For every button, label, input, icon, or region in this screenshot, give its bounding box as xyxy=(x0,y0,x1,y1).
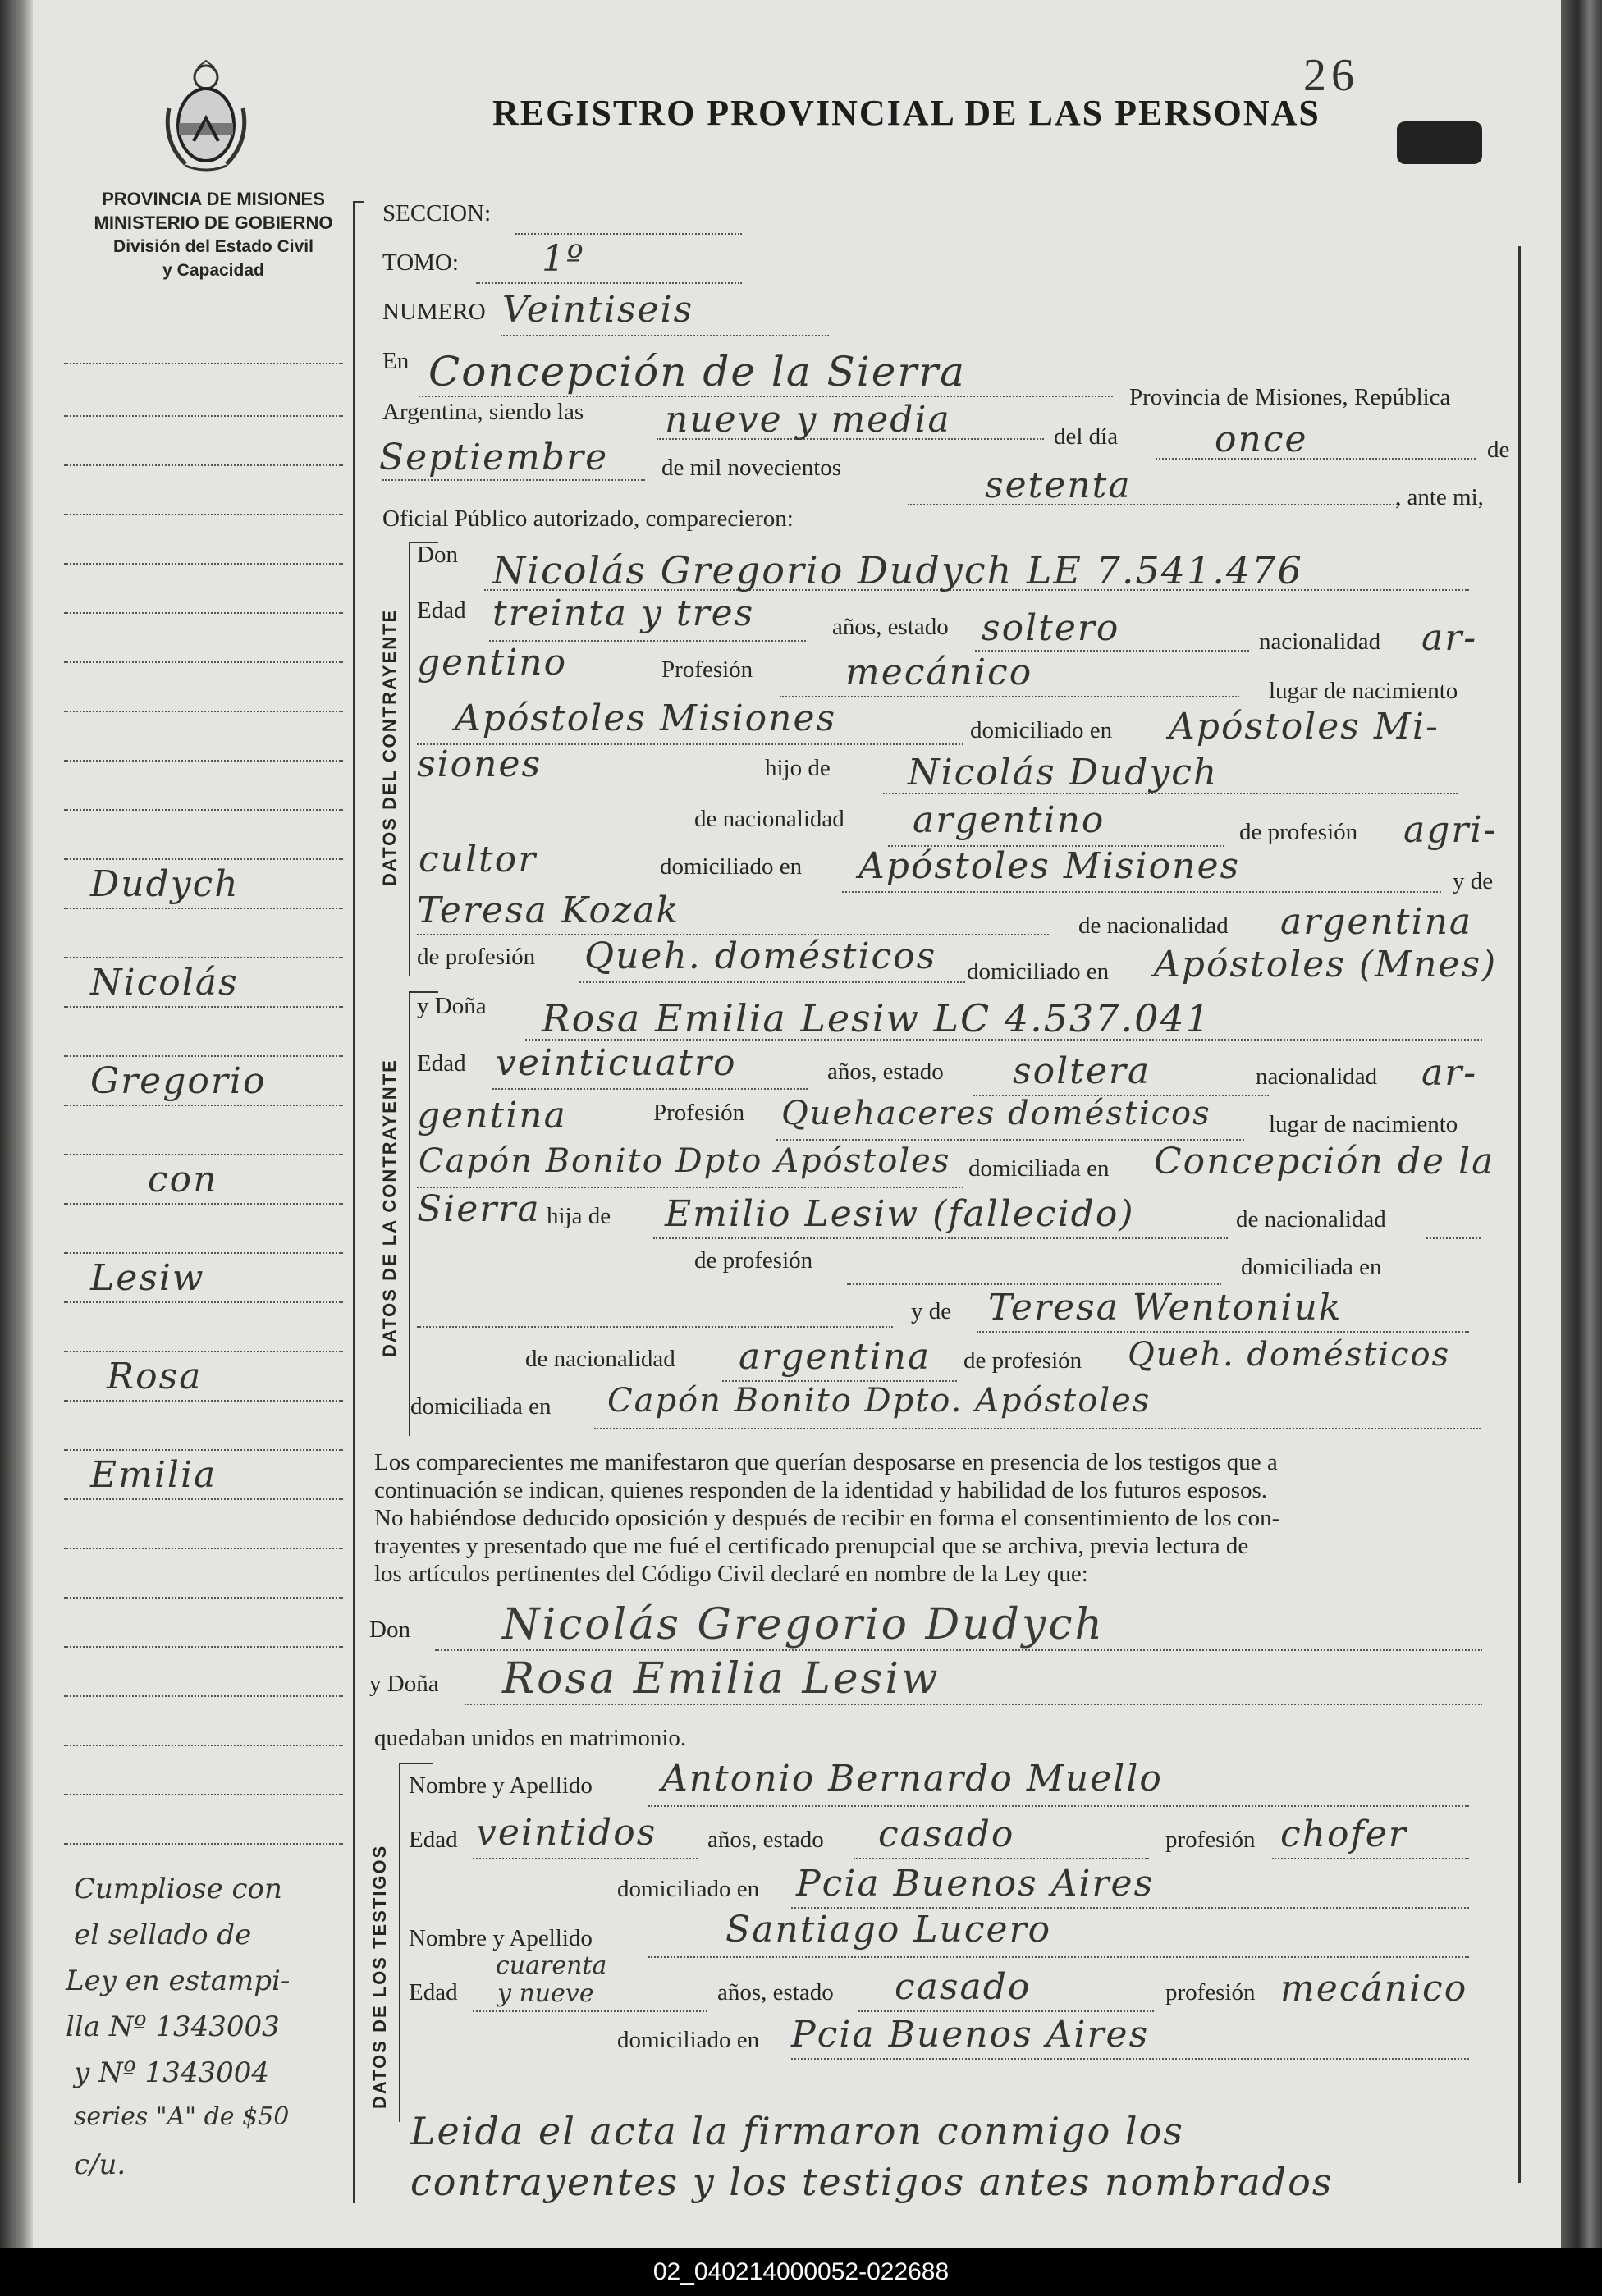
value-mother-nac: argentina xyxy=(1280,901,1473,943)
margin-dotted-line xyxy=(64,1400,343,1402)
label-seccion: SECCION: xyxy=(382,200,492,226)
label-profesion-3: profesión xyxy=(1165,1827,1256,1853)
field-numero xyxy=(501,335,829,336)
value-bride-nac2: gentina xyxy=(417,1095,567,1137)
value-bride-mother: Teresa Wentoniuk xyxy=(988,1287,1343,1329)
value-groom-name: Nicolás Gregorio Dudych LE 7.541.476 xyxy=(492,548,1303,592)
margin-dotted-line xyxy=(64,1105,343,1106)
value-bride-name: Rosa Emilia Lesiw LC 4.537.041 xyxy=(542,996,1211,1041)
margin-note-name4: Emilia xyxy=(90,1454,217,1496)
stamp-note-line1: Cumpliose con xyxy=(74,1873,282,1905)
value-groom-lugar: Apóstoles Misiones xyxy=(455,697,837,739)
margin-dotted-line xyxy=(64,1154,343,1155)
label-domiciliada-en-2: domiciliada en xyxy=(1241,1254,1382,1280)
field-bride-age xyxy=(492,1088,808,1090)
label-lugar-nac-2: lugar de nacimiento xyxy=(1269,1111,1458,1137)
margin-dotted-line xyxy=(64,612,343,614)
label-y-de-2: y de xyxy=(911,1298,952,1324)
value-groom-father: Nicolás Dudych xyxy=(908,752,1219,794)
field-w2-name xyxy=(648,1956,1469,1958)
coat-of-arms-icon xyxy=(161,59,251,174)
label-nombre-apellido-2: Nombre y Apellido xyxy=(409,1925,593,1951)
value-mes: Septiembre xyxy=(379,437,609,478)
value-bride-nac1: ar- xyxy=(1421,1052,1478,1094)
label-hijo-de: hijo de xyxy=(765,755,831,781)
label-domiciliado-en-3: domiciliado en xyxy=(967,958,1110,985)
label-domiciliado-en: domiciliado en xyxy=(970,717,1113,743)
label-lugar-nac: lugar de nacimiento xyxy=(1269,678,1458,704)
label-nacionalidad: nacionalidad xyxy=(1259,629,1381,655)
field-decl-dona xyxy=(465,1704,1482,1705)
field-w1-prof xyxy=(1272,1858,1469,1859)
field-bride-mother xyxy=(977,1331,1469,1333)
label-domiciliado-en-4: domiciliado en xyxy=(617,1876,760,1902)
value-bmother-nac: argentina xyxy=(739,1336,931,1378)
label-de-nacionalidad-3: de nacionalidad xyxy=(1236,1206,1386,1233)
label-de-profesion-3: de profesión xyxy=(694,1247,813,1274)
value-decl-dona: Rosa Emilia Lesiw xyxy=(502,1654,941,1704)
label-datos-contrayente: DATOS DEL CONTRAYENTE xyxy=(379,608,400,886)
value-groom-estado: soltero xyxy=(982,607,1120,649)
margin-dotted-line xyxy=(64,957,343,958)
field-mother-prof xyxy=(579,981,965,983)
margin-dotted-line xyxy=(64,1843,343,1845)
margin-dotted-line xyxy=(64,1351,343,1352)
label-de-profesion: de profesión xyxy=(1239,819,1358,845)
issuer-division: División del Estado Civil xyxy=(113,237,314,256)
value-groom-nac1: ar- xyxy=(1421,617,1478,659)
value-w1-age: veintidos xyxy=(476,1812,657,1854)
value-mother-prof: Queh. domésticos xyxy=(584,935,937,977)
label-domiciliado-en-5: domiciliado en xyxy=(617,2027,760,2053)
label-profesion-4: profesión xyxy=(1165,1979,1256,2006)
label-domiciliada-en-3: domiciliada en xyxy=(410,1393,552,1420)
margin-dotted-line xyxy=(64,809,343,811)
value-father-nac: argentino xyxy=(913,799,1105,841)
field-seccion xyxy=(515,233,742,235)
field-mes xyxy=(382,479,645,481)
label-nombre-apellido: Nombre y Apellido xyxy=(409,1772,593,1799)
margin-dotted-line xyxy=(64,514,343,515)
margin-dotted-line xyxy=(64,1548,343,1549)
label-anos-estado-3: años, estado xyxy=(707,1827,824,1853)
stamp-note-line5: y Nº 1343004 xyxy=(74,2056,269,2089)
label-anos-estado-2: años, estado xyxy=(827,1059,944,1085)
value-w1-name: Antonio Bernardo Muello xyxy=(661,1758,1163,1800)
field-w1-age xyxy=(473,1858,698,1859)
value-w2-prof: mecánico xyxy=(1280,1968,1468,2010)
label-del-dia: del día xyxy=(1054,423,1119,450)
label-en: En xyxy=(382,348,410,374)
legal-line-4: trayentes y presentado que me fué el certificado prenupcial que se archiva, previa lectura de xyxy=(374,1533,1249,1559)
field-bfather-dom xyxy=(417,1326,893,1328)
value-w1-prof: chofer xyxy=(1280,1813,1407,1855)
field-en xyxy=(419,396,1113,397)
value-groom-prof: mecánico xyxy=(845,652,1033,693)
label-anos-estado-4: años, estado xyxy=(717,1979,834,2006)
value-bride-age: veinticuatro xyxy=(496,1042,737,1084)
field-w1-estado xyxy=(854,1858,1149,1859)
label-profesion-2: Profesión xyxy=(653,1100,745,1126)
value-decl-don: Nicolás Gregorio Dudych xyxy=(502,1600,1105,1649)
margin-dotted-line xyxy=(64,1203,343,1205)
label-numero: NUMERO xyxy=(382,299,486,325)
field-anio xyxy=(908,504,1400,505)
value-w1-dom: Pcia Buenos Aires xyxy=(796,1863,1155,1905)
margin-dotted-line xyxy=(64,1006,343,1008)
label-argentina-siendo: Argentina, siendo las xyxy=(382,399,584,425)
value-dia: once xyxy=(1215,418,1308,460)
value-groom-dom2: siones xyxy=(417,743,542,785)
value-father-dom: Apóstoles Misiones xyxy=(858,845,1241,887)
label-tomo: TOMO: xyxy=(382,249,459,276)
field-bmother-dom xyxy=(594,1428,1481,1429)
label-oficial: Oficial Público autorizado, comparecieron: xyxy=(382,505,794,532)
value-hora: nueve y media xyxy=(665,399,951,441)
margin-dotted-line xyxy=(64,1794,343,1795)
label-edad-2: Edad xyxy=(417,1050,466,1077)
value-bride-estado: soltera xyxy=(1013,1050,1151,1092)
label-provincia: Provincia de Misiones, República xyxy=(1129,384,1451,410)
value-w1-estado: casado xyxy=(878,1813,1015,1855)
label-nacionalidad-2: nacionalidad xyxy=(1256,1063,1378,1090)
value-groom-dom1: Apóstoles Mi- xyxy=(1169,706,1440,748)
label-edad-3: Edad xyxy=(409,1827,458,1853)
label-datos-contrayente-f: DATOS DE LA CONTRAYENTE xyxy=(379,1059,400,1357)
field-tomo xyxy=(476,282,742,284)
label-decl-don: Don xyxy=(369,1617,410,1643)
label-domiciliada-en: domiciliada en xyxy=(968,1155,1110,1182)
field-groom-prof xyxy=(780,696,1239,697)
margin-dotted-line xyxy=(64,1498,343,1500)
field-w2-age xyxy=(473,2010,707,2012)
label-de-profesion-2: de profesión xyxy=(417,944,536,970)
margin-vertical-rule xyxy=(353,201,355,2203)
stamp-note-line2: el sellado de xyxy=(74,1919,252,1951)
right-frame-rule xyxy=(1518,246,1521,2183)
value-anio: setenta xyxy=(985,464,1132,506)
margin-dotted-line xyxy=(64,563,343,565)
stamp-note-line7: c/u. xyxy=(74,2148,126,2181)
binding-left-edge xyxy=(0,0,33,2248)
label-de-nacionalidad-2: de nacionalidad xyxy=(1078,912,1229,939)
stamp-note-line4: lla Nº 1343003 xyxy=(66,2010,280,2043)
label-edad: Edad xyxy=(417,597,466,624)
label-y-dona: y Doña xyxy=(417,993,487,1019)
margin-dotted-line xyxy=(64,858,343,860)
margin-dotted-line xyxy=(64,415,343,417)
value-numero: Veintiseis xyxy=(502,289,694,331)
margin-dotted-line xyxy=(64,1597,343,1599)
margin-dotted-line xyxy=(64,661,343,663)
value-en: Concepción de la Sierra xyxy=(428,348,966,396)
closing-line-2: contrayentes y los testigos antes nombrados xyxy=(410,2160,1334,2204)
label-anos-estado: años, estado xyxy=(832,614,949,640)
value-w2-name: Santiago Lucero xyxy=(725,1909,1052,1951)
stamp-note-line3: Ley en estampi- xyxy=(66,1964,291,1997)
label-de-nacionalidad: de nacionalidad xyxy=(694,806,844,832)
label-profesion: Profesión xyxy=(661,656,753,683)
label-quedaban: quedaban unidos en matrimonio. xyxy=(374,1725,687,1751)
value-bmother-prof: Queh. domésticos xyxy=(1128,1336,1451,1374)
value-groom-nac2: gentino xyxy=(417,642,568,684)
footer-caption: 02_040214000052-022688 xyxy=(0,2248,1602,2296)
value-w2-dom: Pcia Buenos Aires xyxy=(791,2014,1150,2056)
issuer-capacity: y Capacidad xyxy=(162,261,264,280)
margin-dotted-line xyxy=(64,1745,343,1746)
margin-dotted-line xyxy=(64,1301,343,1303)
margin-note-name2: Gregorio xyxy=(90,1060,267,1102)
value-bmother-dom: Capón Bonito Dpto. Apóstoles xyxy=(607,1382,1151,1420)
label-de-nacionalidad-4: de nacionalidad xyxy=(525,1346,675,1372)
field-bfather-prof xyxy=(847,1283,1221,1285)
margin-note-surname2: Lesiw xyxy=(90,1257,205,1299)
value-bride-prof: Quehaceres domésticos xyxy=(781,1095,1211,1132)
label-y-de: y de xyxy=(1453,868,1494,894)
value-father-prof1: agri- xyxy=(1403,809,1498,851)
value-father-prof2: cultor xyxy=(419,839,538,880)
field-w1-name xyxy=(648,1805,1469,1807)
value-bride-dom1: Concepción de la xyxy=(1154,1141,1495,1182)
margin-note-surname: Dudych xyxy=(90,863,240,905)
margin-note-name3: Rosa xyxy=(107,1356,203,1397)
value-w2-age2: y nueve xyxy=(497,1979,594,2008)
field-dia xyxy=(1156,458,1476,460)
field-bfather-nac xyxy=(1426,1237,1481,1239)
legal-line-3: No habiéndose deducido oposición y después de recibir en forma el consentimiento de los con- xyxy=(374,1505,1280,1531)
margin-dotted-line xyxy=(64,363,343,364)
value-mother-dom: Apóstoles (Mnes) xyxy=(1154,944,1498,986)
stamp-note-line6: series "A" de $50 xyxy=(74,2102,290,2131)
value-groom-age: treinta y tres xyxy=(492,592,755,634)
margin-dotted-line xyxy=(64,1449,343,1451)
issuer-header xyxy=(82,187,345,282)
closing-line-1: Leida el acta la firmaron conmigo los xyxy=(410,2109,1184,2153)
legal-line-2: continuación se indican, quienes responden de la identidad y habilidad de los futuros esposos. xyxy=(374,1477,1268,1503)
field-bride-father xyxy=(653,1237,1228,1239)
margin-note-name1: Nicolás xyxy=(90,962,239,1004)
margin-note-con: con xyxy=(148,1159,218,1201)
legal-line-1: Los comparecientes me manifestaron que querían desposarse en presencia de los testigos que a xyxy=(374,1449,1278,1475)
label-hija-de: hija de xyxy=(547,1203,611,1229)
margin-dotted-line xyxy=(64,1646,343,1648)
field-father-dom xyxy=(842,891,1441,893)
field-decl-don xyxy=(435,1649,1482,1651)
label-edad-4: Edad xyxy=(409,1979,458,2006)
value-bride-lugar: Capón Bonito Dpto Apóstoles xyxy=(419,1142,951,1180)
margin-dotted-line xyxy=(64,760,343,762)
label-don: Don xyxy=(417,542,458,568)
margin-dotted-line xyxy=(64,1055,343,1057)
value-bride-father: Emilio Lesiw (fallecido) xyxy=(665,1193,1135,1235)
label-decl-dona: y Doña xyxy=(369,1671,439,1697)
label-de-mil: de mil novecientos xyxy=(661,455,842,481)
value-w2-age1: cuarenta xyxy=(496,1951,607,1980)
value-bride-dom2: Sierra xyxy=(417,1188,541,1230)
document-title: REGISTRO PROVINCIAL DE LAS PERSONAS xyxy=(492,93,1321,133)
margin-dotted-line xyxy=(64,908,343,909)
value-tomo: 1º xyxy=(542,238,585,280)
binding-right-edge xyxy=(1561,0,1602,2248)
margin-dotted-line xyxy=(64,711,343,712)
value-groom-mother: Teresa Kozak xyxy=(417,890,680,931)
legal-line-5: los artículos pertinentes del Código Civil declaré en nombre de la Ley que: xyxy=(374,1561,1088,1587)
label-ante-mi: , ante mi, xyxy=(1395,484,1484,510)
label-datos-testigos: DATOS DE LOS TESTIGOS xyxy=(369,1844,390,2109)
margin-dotted-line xyxy=(64,464,343,466)
issuer-province: PROVINCIA DE MISIONES xyxy=(102,189,325,209)
label-domiciliado-en-2: domiciliado en xyxy=(660,853,803,880)
field-w2-estado xyxy=(858,2010,1154,2012)
margin-dotted-line xyxy=(64,1695,343,1697)
label-de: de xyxy=(1487,437,1510,463)
label-de-profesion-4: de profesión xyxy=(963,1347,1082,1374)
redaction-scribble xyxy=(1397,121,1482,164)
issuer-ministry: MINISTERIO DE GOBIERNO xyxy=(94,213,333,233)
margin-dotted-line xyxy=(64,1252,343,1254)
value-w2-estado: casado xyxy=(895,1966,1032,2008)
field-w2-dom xyxy=(791,2058,1469,2060)
body-top-rule xyxy=(355,201,364,203)
folio-number: 26 xyxy=(1303,50,1359,101)
